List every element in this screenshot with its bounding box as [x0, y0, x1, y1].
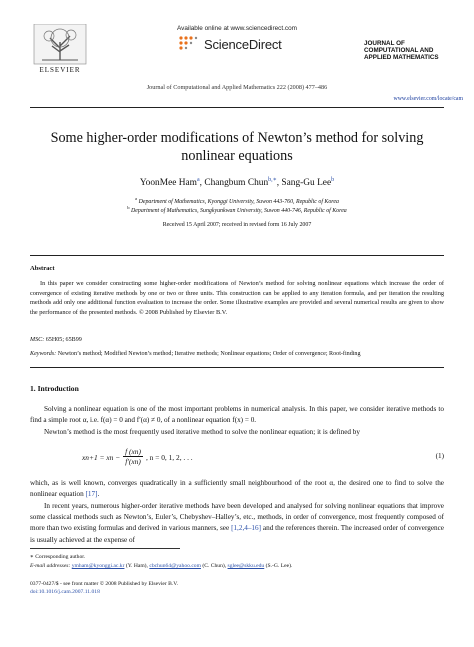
journal-name-line: COMPUTATIONAL AND	[364, 47, 434, 55]
locate-url-link[interactable]: www.elsevier.com/locate/cam	[393, 96, 463, 102]
msc-label: MSC:	[30, 337, 45, 343]
available-online-text: Available online at www.sciencedirect.com	[177, 25, 297, 32]
elsevier-wordmark: ELSEVIER	[39, 66, 81, 74]
citation-link[interactable]: [1,2,4–16]	[231, 524, 262, 533]
equation-lhs: xn+1 = xn −	[82, 452, 121, 462]
author-name: Sang-Gu Lee	[281, 178, 332, 189]
keywords-value: Newton’s method; Modified Newton’s method; Iterative methods; Nonlinear equations; Order of convergence; Root-finding	[57, 351, 361, 357]
author-affil-link[interactable]: a	[196, 177, 200, 183]
author-affil-link[interactable]: b	[331, 177, 335, 183]
equation-fraction	[123, 447, 143, 467]
abstract-heading: Abstract	[30, 265, 55, 272]
intro-paragraph	[30, 478, 444, 500]
header-divider	[30, 107, 444, 108]
issn-line: 0377-0427/$ - see front matter © 2008 Published by Elsevier B.V.	[30, 581, 179, 587]
msc-value: 65H05; 65B99	[45, 337, 82, 343]
author-name: YoonMee Ham	[139, 178, 197, 189]
affiliation-marker: a	[135, 196, 138, 201]
keywords	[30, 351, 444, 357]
corresponding-author-note: ∗ Corresponding author.	[30, 554, 86, 560]
intro-paragraph: Newton’s method is the most frequently used iterative method to solve the nonlinear equation; it is defined by	[44, 428, 360, 436]
footnote-divider	[30, 548, 180, 549]
equation-1	[30, 443, 444, 473]
sciencedirect-wordmark: ScienceDirect	[204, 36, 282, 52]
keywords-label: Keywords:	[30, 351, 57, 357]
equation-number: (1)	[435, 452, 444, 460]
received-dates: Received 15 April 2007; received in revised form 16 July 2007	[162, 222, 312, 228]
intro-paragraph: Solving a nonlinear equation is one of the most important problems in numerical analysis. In this paper, we consider iterative methods to find a simple root α, i.e. f(α) = 0 and f′(α) ≠ 0, of a nonlinear equation f(x) = 0.	[30, 405, 444, 425]
doi-link[interactable]: doi:10.1016/j.cam.2007.11.018	[30, 589, 100, 595]
abstract-bottom-divider	[30, 367, 444, 368]
author-list: YoonMee Ham$^a$, Changbum Chun$^{b,∗}$, Sang-Gu Lee$^b$	[139, 177, 335, 189]
email-link[interactable]: sglee@skku.edu	[227, 563, 265, 569]
paragraph-text: In recent years, numerous higher-order iterative methods have been developed and analysed for solving nonlinear equations that improve some classical methods such as Newton’s, Euler’s, Chebyshev–Halley’s, etc., methods, in order of convergence, most frequently composed of more than two existing formulas and derived in various manners, see	[30, 502, 444, 533]
abstract-body	[30, 279, 444, 318]
email-link[interactable]: ymham@kyonggi.ac.kr	[71, 563, 125, 569]
equation-body	[82, 447, 193, 467]
paragraph-text: and the references therein. The increased order of convergence is usually achieved at the expense of	[30, 524, 444, 544]
author-affil-link[interactable]: b,∗	[268, 177, 277, 183]
msc-codes	[30, 337, 82, 343]
abstract-copyright: © 2008 Published by Elsevier B.V.	[138, 309, 228, 317]
email-owner: (C. Chun),	[200, 563, 228, 569]
equation-denominator: f′(xn)	[125, 457, 141, 466]
journal-name-block	[364, 40, 454, 62]
affiliation	[30, 196, 444, 205]
email-link[interactable]: cbchun64@yahoo.com	[149, 563, 201, 569]
affiliation	[30, 205, 444, 214]
sciencedirect-mark-icon	[178, 35, 200, 53]
affiliation-text: Department of Mathematics, Sungkyunkwan University, Suwon 440-746, Republic of Korea	[131, 207, 347, 214]
author-name: Changbum Chun	[204, 178, 269, 189]
citation-link[interactable]: [17]	[85, 490, 98, 499]
journal-name-line: APPLIED MATHEMATICS	[364, 54, 439, 62]
journal-name-line: JOURNAL OF	[364, 40, 405, 47]
equation-rhs: , n = 0, 1, 2, . . .	[145, 452, 193, 462]
email-addresses	[30, 562, 450, 570]
title-line: nonlinear equations	[181, 147, 293, 164]
title-line: Some higher-order modifications of Newton’s method for solving	[50, 130, 424, 146]
journal-citation: Journal of Computational and Applied Mathematics 222 (2008) 477–486	[146, 84, 328, 91]
sciencedirect-logo	[178, 35, 282, 53]
abstract-top-divider	[30, 255, 444, 256]
intro-paragraph	[30, 501, 444, 546]
email-owner: (S.-G. Lee).	[264, 563, 293, 569]
abstract-text: In this paper we consider constructing some higher-order modifications of Newton’s method for solving nonlinear equations which increase the order of convergence of existing iterative methods by one or two or three units. This construction can be applied to any iteration formula, and per iteration the resulting methods add only one additional function evaluation to increase the order. Some illustrative examples are provided and several numerical results are given to show the performance of the presented methods.	[30, 280, 444, 317]
email-label: E-mail addresses:	[30, 563, 71, 569]
equation-numerator: f (xn)	[125, 447, 141, 456]
paragraph-text: which, as is well known, converges quadratically in a sufficiently small neighbourhood of the root α, the desired one to find to solve the nonlinear equation	[30, 479, 444, 499]
email-owner: (Y. Ham),	[124, 563, 150, 569]
affiliation-text: Department of Mathematics, Kyonggi University, Suwon 443-760, Republic of Korea	[138, 198, 339, 205]
section-heading-introduction: 1. Introduction	[30, 384, 79, 393]
affiliation-marker: b	[127, 205, 130, 210]
paragraph-text: .	[97, 490, 100, 499]
article-title	[30, 130, 444, 165]
